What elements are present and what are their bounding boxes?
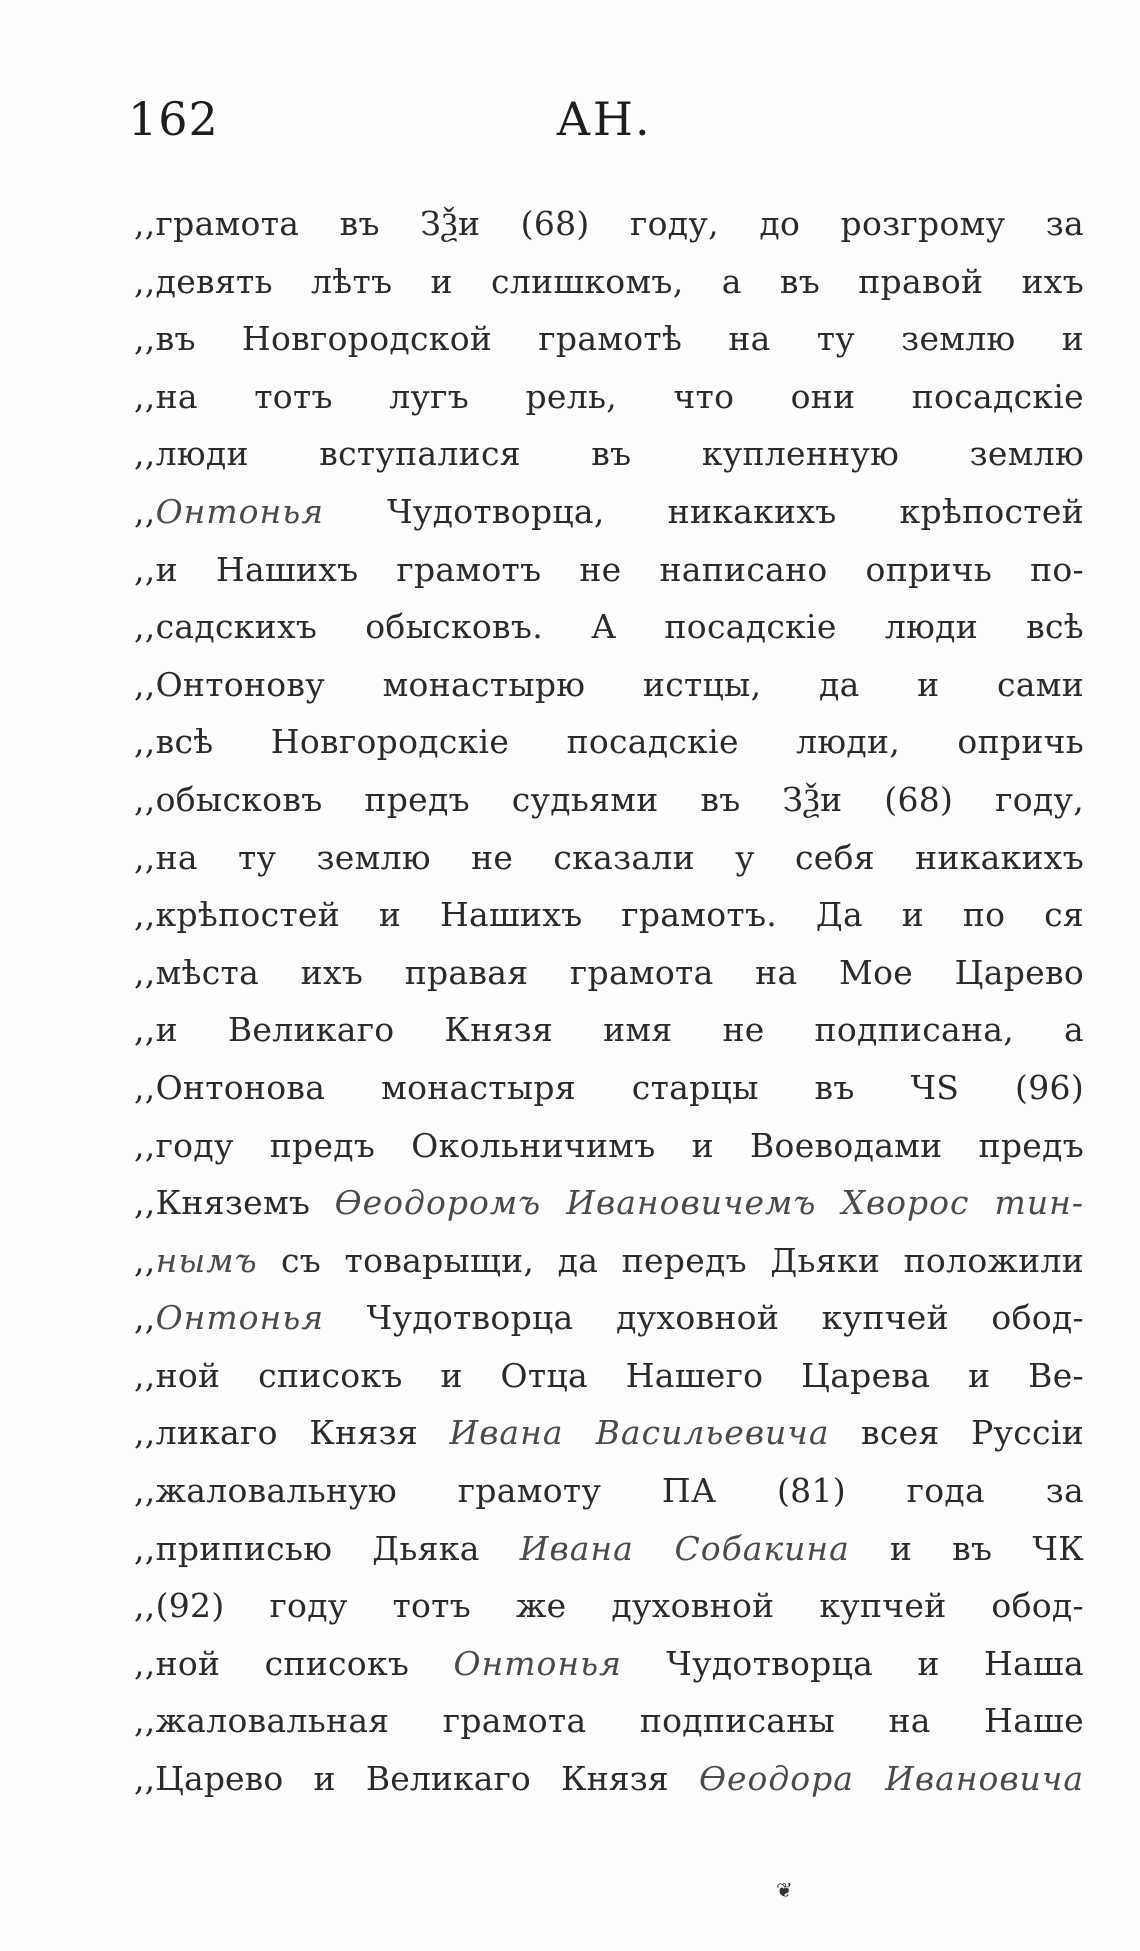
text-line [134, 1635, 1084, 1693]
italic-name: Онтонья [155, 491, 325, 531]
text-line [134, 771, 1084, 829]
text-segment: Чудотворца, никакихъ крѣпостей [324, 491, 1084, 531]
text-segment: ,,мѣста ихъ правая грамота на Мое Царево [134, 952, 1084, 992]
italic-name: Ивана Собакина [519, 1528, 850, 1568]
text-segment: ,,приписью Дьяка [134, 1528, 520, 1568]
italic-name: Ивана Васильевича [449, 1413, 830, 1453]
text-line [134, 1174, 1084, 1232]
text-line [134, 541, 1084, 599]
text-line [134, 1462, 1084, 1520]
text-segment: ,, [134, 1298, 156, 1338]
page-number: 162 [128, 92, 219, 146]
text-segment: ,, [134, 491, 156, 531]
text-line [134, 1347, 1084, 1405]
text-line [134, 483, 1084, 541]
ornament-icon: ❦ [776, 1878, 793, 1902]
text-line [134, 425, 1084, 483]
text-segment: ,,и Великаго Князя имя не подписана, а [134, 1010, 1084, 1050]
italic-name: Ѳеодоромъ Ивановичемъ Хворос тин- [334, 1183, 1084, 1223]
text-segment: ,,году предъ Окольничимъ и Воеводами предъ [134, 1125, 1084, 1165]
text-line [134, 310, 1084, 368]
text-segment: ,,жаловальную грамоту ПА (81) года за [134, 1471, 1084, 1511]
text-segment: Чудотворца духовной купчей обод- [324, 1298, 1084, 1338]
text-line [134, 1289, 1084, 1347]
text-line [134, 1750, 1084, 1808]
text-line [134, 195, 1084, 253]
text-line [134, 1059, 1084, 1117]
italic-name: Онтонья [453, 1643, 622, 1683]
text-line [134, 713, 1084, 771]
text-segment: ,,Царево и Великаго Князя [134, 1759, 699, 1799]
text-segment: ,,Княземъ [134, 1183, 335, 1223]
text-line [134, 1232, 1084, 1290]
text-segment: ,,и Нашихъ грамотъ не написано опричь по- [134, 549, 1084, 589]
text-segment: Чудотворца и Наша [621, 1643, 1084, 1683]
text-segment: ,,садскихъ обысковъ. А посадскіе люди всѣ [134, 607, 1084, 647]
text-segment: ,,въ Новгородской грамотѣ на ту землю и [134, 319, 1084, 359]
text-line [134, 944, 1084, 1002]
text-segment: ,,ной списокъ и Отца Нашего Царева и Ве- [134, 1355, 1084, 1395]
text-segment: ,,(92) году тотъ же духовной купчей обод- [134, 1586, 1084, 1626]
italic-name: Онтонья [155, 1298, 325, 1338]
text-segment: ,, [134, 1240, 156, 1280]
italic-name: нымъ [155, 1240, 258, 1280]
page-header [0, 92, 1140, 172]
text-line [134, 829, 1084, 887]
text-segment: ,,Онтонову монастырю истцы, да и сами [134, 664, 1084, 704]
text-line [134, 656, 1084, 714]
text-segment: ,,на ту землю не сказали у себя никакихъ [134, 837, 1084, 877]
text-segment: всея Руссіи [829, 1413, 1084, 1453]
text-line [134, 253, 1084, 311]
text-segment: съ товарыщи, да передъ Дьяки положили [257, 1240, 1084, 1280]
text-segment: ,,жаловальная грамота подписаны на Наше [134, 1701, 1084, 1741]
text-line [134, 1117, 1084, 1175]
italic-name: Ѳеодора Ивановича [698, 1759, 1084, 1799]
text-segment: ,,обысковъ предъ судьями въ ЗѮи (68) году, [134, 779, 1084, 819]
text-segment: ,,грамота въ ЗѮи (68) году, до розгрому за [134, 204, 1084, 243]
text-segment: и въ ЧК [849, 1528, 1084, 1568]
text-line [134, 1577, 1084, 1635]
text-line [134, 598, 1084, 656]
text-line [134, 1001, 1084, 1059]
text-line [134, 1520, 1084, 1578]
text-line [134, 1692, 1084, 1750]
text-segment: ,,ликаго Князя [134, 1413, 450, 1453]
text-segment: ,,девять лѣтъ и слишкомъ, а въ правой ихъ [134, 261, 1084, 301]
text-segment: ,,люди вступалися въ купленную землю [134, 434, 1084, 474]
text-segment: ,,на тотъ лугъ рель, что они посадскіе [134, 376, 1084, 416]
text-line [134, 368, 1084, 426]
text-line [134, 1404, 1084, 1462]
body-text [134, 195, 1084, 1808]
text-segment: ,,Онтонова монастыря старцы въ ЧЅ (96) [134, 1067, 1084, 1107]
text-segment: ,,ной списокъ [134, 1643, 454, 1683]
text-line [134, 886, 1084, 944]
text-segment: ,,крѣпостей и Нашихъ грамотъ. Да и по ся [134, 895, 1084, 935]
text-segment: ,,всѣ Новгородскіе посадскіе люди, опричь [134, 722, 1084, 762]
running-head: АН. [556, 92, 652, 146]
